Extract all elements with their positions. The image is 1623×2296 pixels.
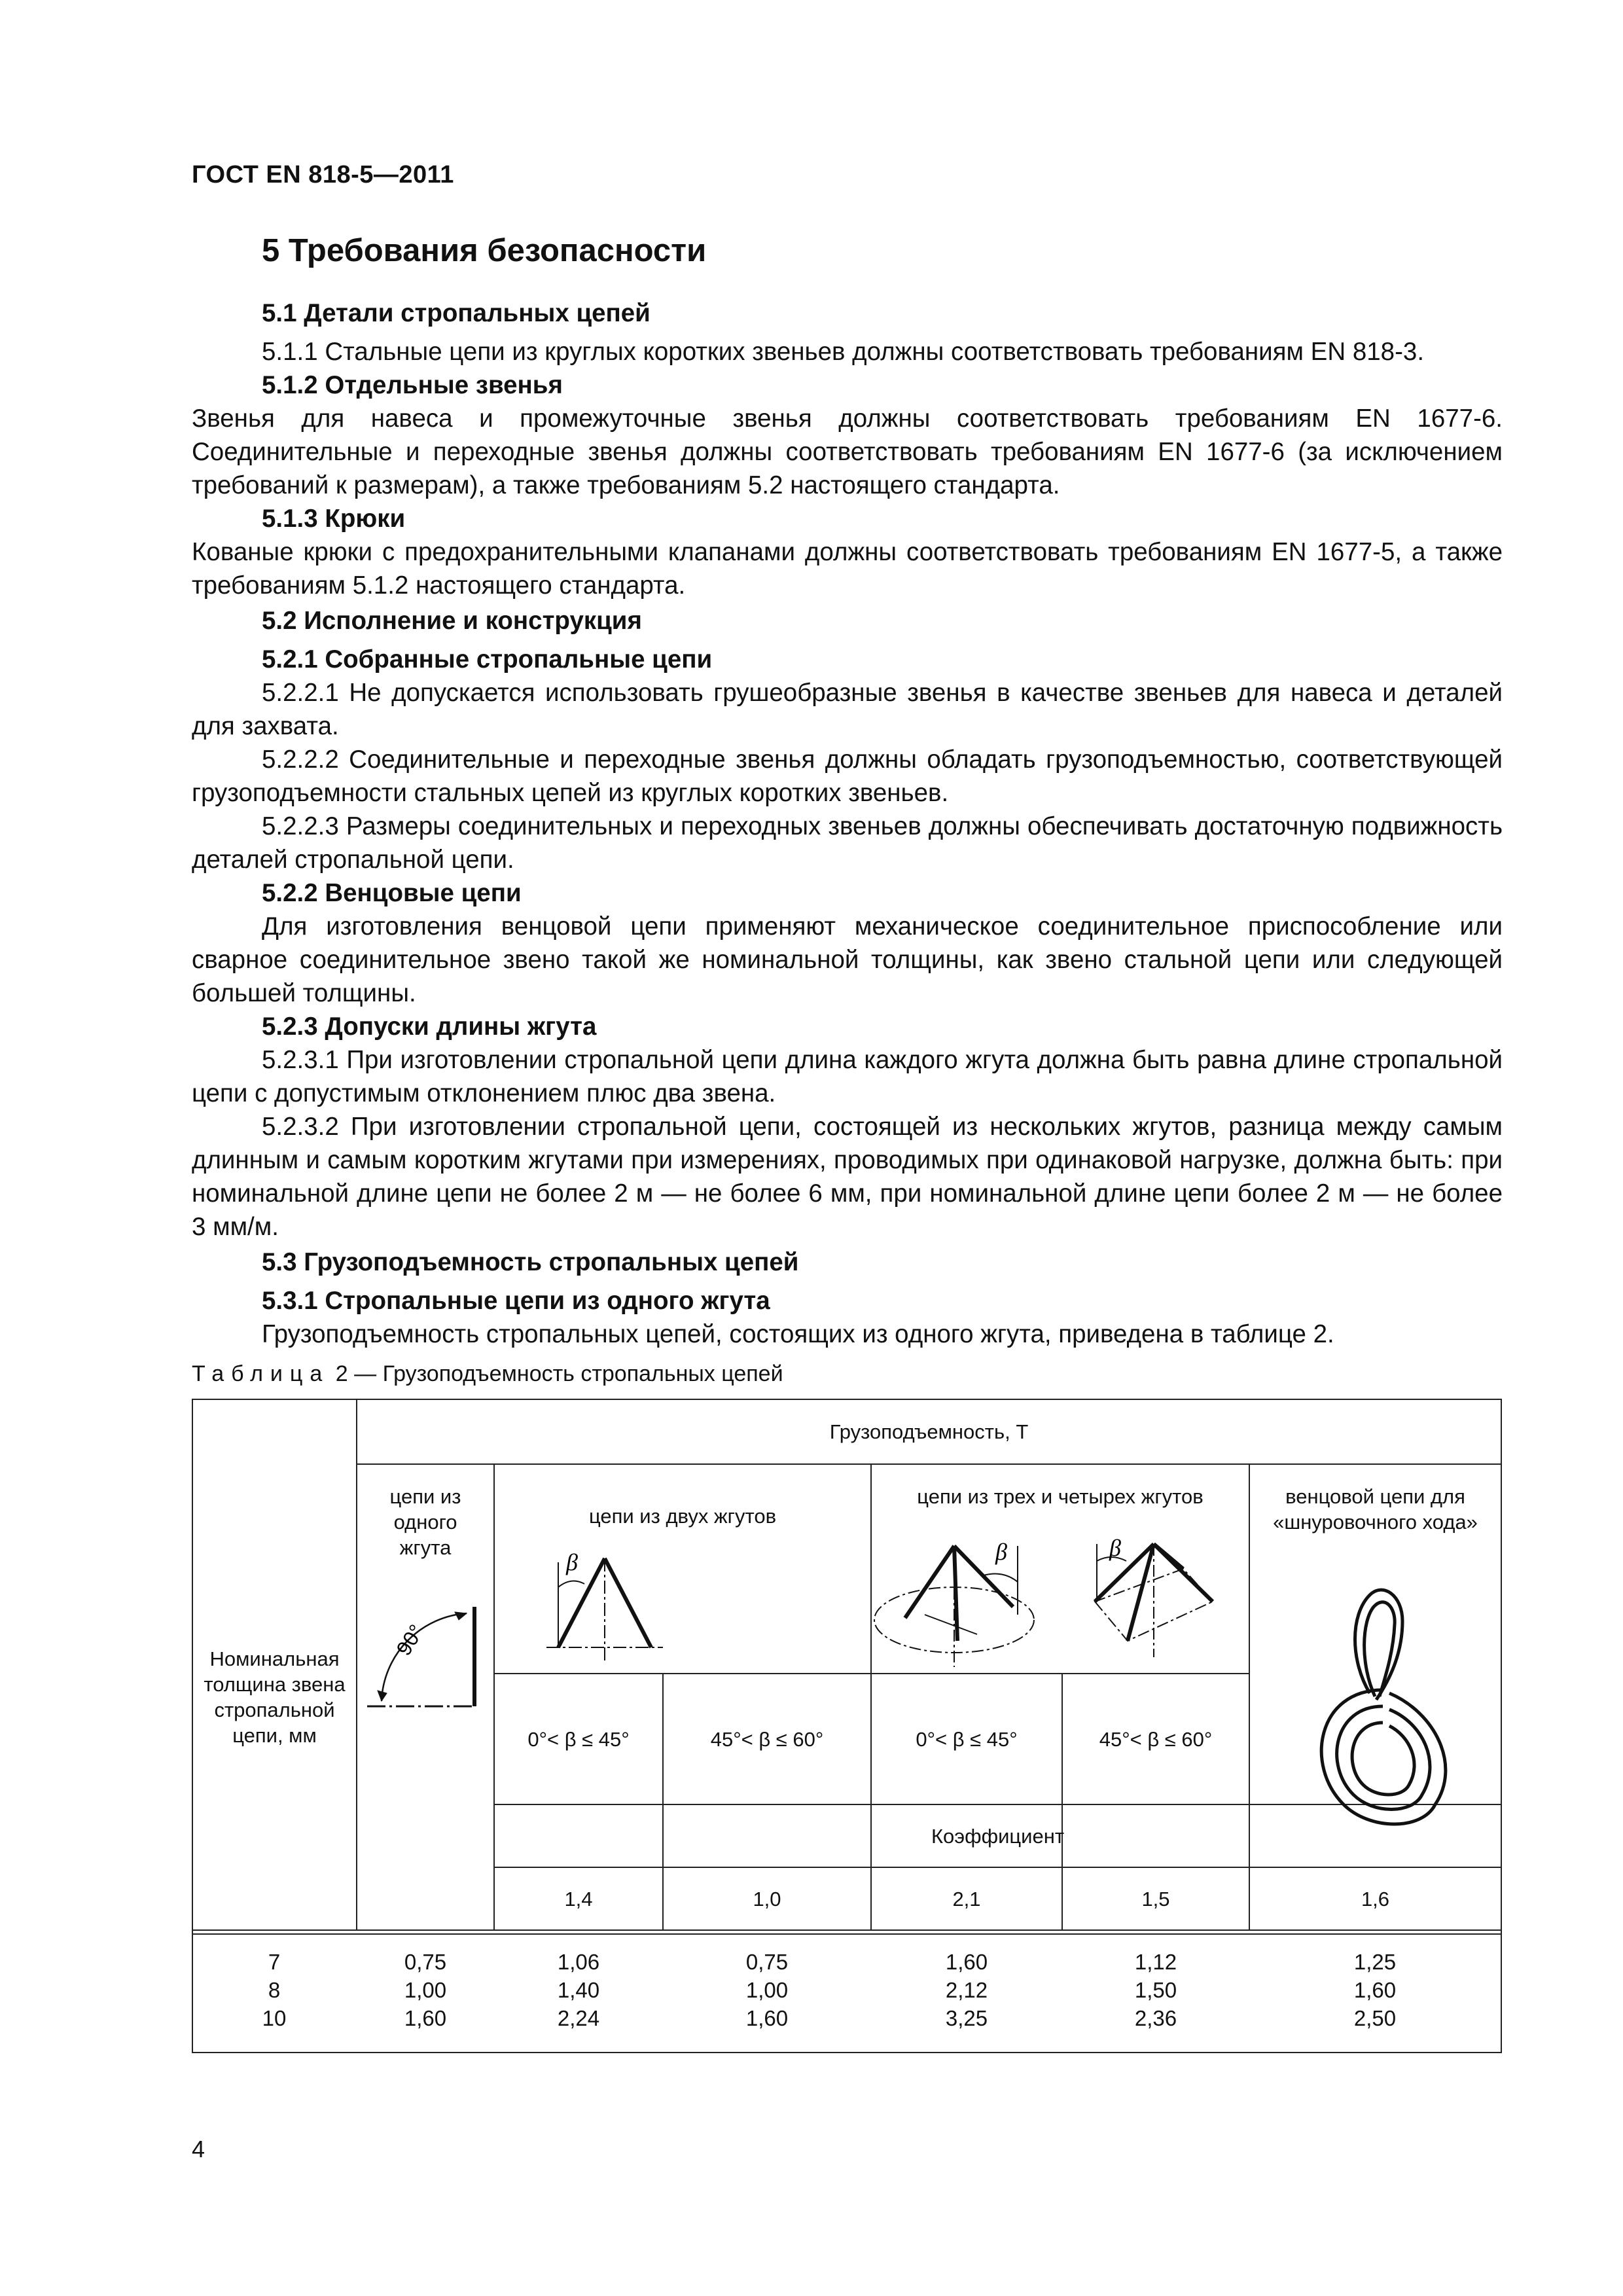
header-single-leg: цепи из одного жгута xyxy=(389,1485,461,1559)
angle-90-label: 90° xyxy=(391,1620,429,1660)
table-cell: 1,06 xyxy=(557,1950,600,1974)
table-cell: 2,50 xyxy=(1353,2006,1397,2030)
paragraph-5-2-2: Для изготовления венцовой цепи применяют механическое соединительное приспособление или сварное соединительное звено такой же номинальной толщины, как звено стальной цепи или следующей большей толщины. xyxy=(192,912,1503,1007)
table-cell: 2,36 xyxy=(1134,2006,1177,2030)
heading-5-1: 5.1 Детали стропальных цепей xyxy=(262,299,651,327)
page-number: 4 xyxy=(192,2136,205,2162)
paragraph-5-1-1: 5.1.1 Стальные цепи из круглых коротких звеньев должны соответствовать требованиям EN 818-3. xyxy=(262,338,1425,366)
header-nominal-thickness xyxy=(192,1464,357,1930)
paragraph-5-3-1: Грузоподъемность стропальных цепей, состоящих из одного жгута, приведена в таблице 2. xyxy=(262,1320,1334,1348)
coefficient-cell: 1,5 xyxy=(1141,1887,1170,1910)
header-two-leg: цепи из двух жгутов xyxy=(588,1505,777,1528)
paragraph-5-2-2-3: 5.2.2.3 Размеры соединительных и переходных звеньев должны обеспечивать достаточную подвижность деталей стропальной цепи. xyxy=(192,812,1503,874)
table-cell: 2,24 xyxy=(557,2006,600,2030)
heading-5-3-1: 5.3.1 Стропальные цепи из одного жгута xyxy=(262,1287,770,1315)
heading-5-2-1: 5.2.1 Собранные стропальные цепи xyxy=(262,645,713,673)
three-leg-diagram xyxy=(874,1546,1034,1667)
paragraph-5-2-2-2: 5.2.2.2 Соединительные и переходные звенья должны обладать грузоподъемностью, соответствующей грузоподъемности стальных цепей из круглых коротких звеньев. xyxy=(192,745,1503,807)
angle-range-multi-leg-1: 0°< β ≤ 45° xyxy=(916,1727,1018,1751)
header-capacity: Грузоподъемность, Т xyxy=(829,1420,1029,1443)
angle-range-two-leg-2: 45°< β ≤ 60° xyxy=(710,1727,824,1751)
heading-5-2-3: 5.2.3 Допуски длины жгута xyxy=(262,1013,597,1041)
table-cell: 2,12 xyxy=(945,1978,988,2002)
table-cell: 0,75 xyxy=(745,1950,789,1974)
coefficient-cell: 2,1 xyxy=(952,1887,981,1910)
single-leg-diagram xyxy=(367,1607,474,1706)
header-three-four-leg: цепи из трех и четырех жгутов xyxy=(917,1485,1204,1508)
paragraph-5-1-3: Кованые крюки с предохранительными клапанами должны соответствовать требованиям EN 1677-5, а также требованиям 5.1.2 настоящего стандарта. xyxy=(192,538,1503,600)
two-leg-diagram xyxy=(546,1558,663,1664)
paragraph-5-2-3-2: 5.2.3.2 При изготовлении стропальной цепи, состоящей из нескольких жгутов, разница между самым длинным и самым коротким жгутами при измерениях, проводимых при одинаковой нагрузке, должна быть: при номинальной длине цепи не более 2 м — не более 6 мм, при номинальной длине цепи более 2 м — не более 3 мм/м. xyxy=(192,1113,1503,1241)
heading-5-2: 5.2 Исполнение и конструкция xyxy=(262,607,642,635)
table-cell: 1,50 xyxy=(1134,1978,1177,2002)
beta-label-four-leg: β xyxy=(1109,1535,1121,1561)
table-cell: 1,00 xyxy=(745,1978,789,2002)
table-cell: 10 xyxy=(262,2006,287,2030)
paragraph-5-1-2: Звенья для навеса и промежуточные звенья должны соответствовать требованиям EN 1677-6. Соединительные и переходные звенья должны соответствовать требованиям EN 1677-6 (за исключением требований к размерам), а также требованиям 5.2 настоящего стандарта. xyxy=(192,404,1503,499)
table-cell: 1,25 xyxy=(1353,1950,1397,1974)
body-text xyxy=(192,295,1503,1351)
table-caption-word: Таблица xyxy=(192,1361,330,1386)
coefficient-label: Коэффициент xyxy=(931,1824,1065,1848)
paragraph-5-2-3-1: 5.2.3.1 При изготовлении стропальной цепи длина каждого жгута должна быть равна длине стропальной цепи с допустимым отклонением плюс два звена. xyxy=(192,1046,1503,1107)
heading-5-2-2: 5.2.2 Венцовые цепи xyxy=(262,879,522,907)
heading-5-3: 5.3 Грузоподъемность стропальных цепей xyxy=(262,1248,799,1276)
coefficient-cell: 1,0 xyxy=(753,1887,781,1910)
capacity-table xyxy=(192,1399,1503,2053)
choke-hitch-diagram xyxy=(1321,1590,1446,1824)
beta-label-three-leg: β xyxy=(995,1539,1007,1565)
table-cell: 8 xyxy=(268,1978,281,2002)
table-cell: 7 xyxy=(268,1950,281,1974)
paragraph-5-2-2-1: 5.2.2.1 Не допускается использовать грушеобразные звенья в качестве звеньев для навеса и деталей для захвата. xyxy=(192,679,1503,740)
table-cell: 1,40 xyxy=(557,1978,600,2002)
angle-range-two-leg-1: 0°< β ≤ 45° xyxy=(527,1727,630,1751)
header-nominal-thickness-text: Номинальная толщина звена стропальной цепи, мм xyxy=(204,1647,346,1747)
beta-label-two-leg: β xyxy=(566,1549,578,1575)
table-cell: 1,60 xyxy=(945,1950,988,1974)
table-cell: 1,60 xyxy=(1353,1978,1397,2002)
table-cell: 1,60 xyxy=(745,2006,789,2030)
coefficient-cell: 1,4 xyxy=(564,1887,593,1910)
table-caption xyxy=(192,1361,783,1387)
document-code: ГОСТ EN 818-5—2011 xyxy=(192,161,454,188)
angle-range-multi-leg-2: 45°< β ≤ 60° xyxy=(1099,1727,1213,1751)
heading-5-1-3: 5.1.3 Крюки xyxy=(262,505,406,533)
table-cell: 1,60 xyxy=(404,2006,447,2030)
table-cell: 1,00 xyxy=(404,1978,447,2002)
table-cell: 3,25 xyxy=(945,2006,988,2030)
table-caption-text: 2 — Грузоподъемность стропальных цепей xyxy=(335,1361,783,1386)
table-cell: 0,75 xyxy=(404,1950,447,1974)
table-cell: 1,12 xyxy=(1134,1950,1177,1974)
header-choke: венцовой цепи для «шнуровочного хода» xyxy=(1273,1485,1478,1534)
heading-5-1-2: 5.1.2 Отдельные звенья xyxy=(262,371,563,399)
section-title: 5 Требования безопасности xyxy=(262,233,707,268)
coefficient-cell: 1,6 xyxy=(1361,1887,1390,1910)
